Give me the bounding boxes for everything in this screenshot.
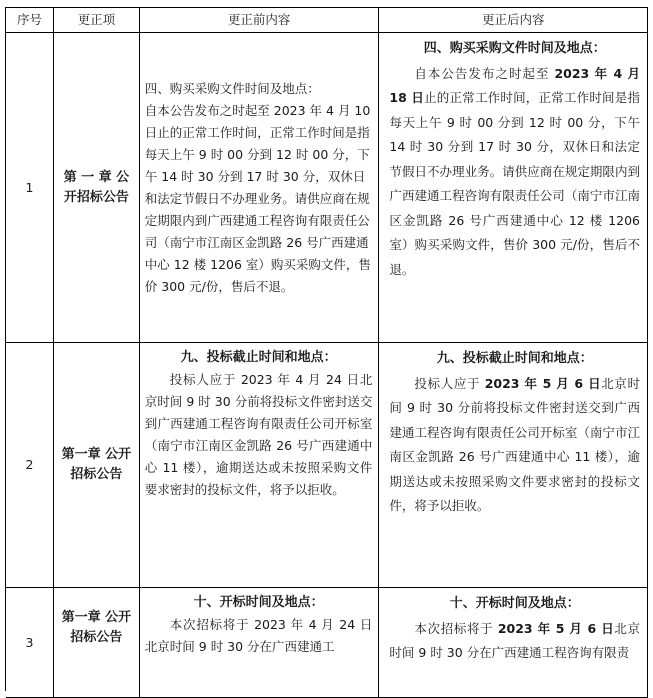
row-seq: 2 — [6, 343, 54, 588]
row-item: 第一章 公开招标公告 — [54, 343, 140, 588]
row-item: 第一章 公开招标公告 — [54, 588, 140, 698]
header-before: 更正前内容 — [140, 8, 380, 33]
after-content — [379, 343, 648, 588]
before-heading: 四、购买采购文件时间及地点： — [144, 80, 320, 96]
header-item: 更正项 — [54, 8, 140, 33]
table-row — [6, 33, 648, 343]
before-heading: 九、投标截止时间和地点： — [180, 350, 337, 365]
before-content — [140, 343, 380, 588]
before-text: 投标人应于 2023 年 4 月 24 日北京时间 9 时 30 分前将投标文件密封送交到广西建通工程咨询有限责任公司开标室（南宁市江南区金凯路 26 号广西建通中心 11 楼），逾期送达或未按照采购文件要求密封的投标文件，将予以拒收。 — [144, 372, 373, 497]
after-text: 投标人应于 2023 年 5 月 6 日北京时间 9 时 30 分前将投标文件密封送交到广西建通工程咨询有限责任公司开标室（南宁市江南区金凯路 26 号广西建通中心 11 楼），逾期送达或未按照采购文件要求密封的投标文件，将予以拒收。 — [389, 375, 640, 513]
after-heading: 四、购买采购文件时间及地点： — [423, 41, 606, 56]
after-heading: 九、投标截止时间和地点： — [436, 351, 593, 366]
before-heading: 十、开标时间及地点： — [193, 595, 324, 610]
changed-date: 2023 年 4 月 18 日 — [389, 65, 640, 105]
before-text: 本次招标将于 2023 年 4 月 24 日北京时间 9 时 30 分在广西建通工 — [144, 617, 373, 654]
before-content — [140, 588, 380, 698]
before-content — [140, 33, 380, 343]
table-row — [6, 588, 648, 698]
after-content — [379, 33, 648, 343]
header-seq: 序号 — [6, 8, 54, 33]
changed-date: 2023 年 5 月 6 日 — [497, 620, 615, 636]
before-text: 自本公告发布之时起至 2023 年 4 月 10 日止的正常工作时间，正常工作时间是指每天上午 9 时 00 分到 12 时 00 分，下午 14 时 30 分到 17 时 30 分，双休日和法定节假日不办理业务。请供应商在规定期限内到广西建通工程咨询有限责任公司（南宁市江南区金凯路 26 号广西建通中心 12 楼 1206 室）购买采购文件，售价 300 元/份，售后不退。 — [144, 102, 371, 294]
table-row — [6, 343, 648, 588]
after-heading: 十、开标时间及地点： — [449, 596, 580, 611]
row-seq: 1 — [6, 33, 54, 343]
row-item: 第 一 章 公开招标公告 — [54, 33, 140, 343]
after-content — [379, 588, 648, 698]
after-text: 本次招标将于 2023 年 5 月 6 日北京时间 9 时 30 分在广西建通工程咨询有限责 — [389, 620, 640, 660]
after-text: 自本公告发布之时起至 2023 年 4 月 18 日止的正常工作时间，正常工作时间是指每天上午 9 时 00 分到 12 时 00 分，下午 14 时 30 分到 17 时 30 分，双休日和法定节假日不办理业务。请供应商在规定期限内到广西建通工程咨询有限责任公司（南宁市江南区金凯路 26 号广西建通中心 12 楼 1206 室）购买采购文件，售价 300 元/份，售后不退。 — [389, 65, 640, 277]
header-after: 更正后内容 — [379, 8, 648, 33]
correction-table — [5, 7, 648, 691]
table-header-row — [6, 8, 648, 33]
row-seq: 3 — [6, 588, 54, 698]
changed-date: 2023 年 5 月 6 日 — [484, 375, 602, 391]
